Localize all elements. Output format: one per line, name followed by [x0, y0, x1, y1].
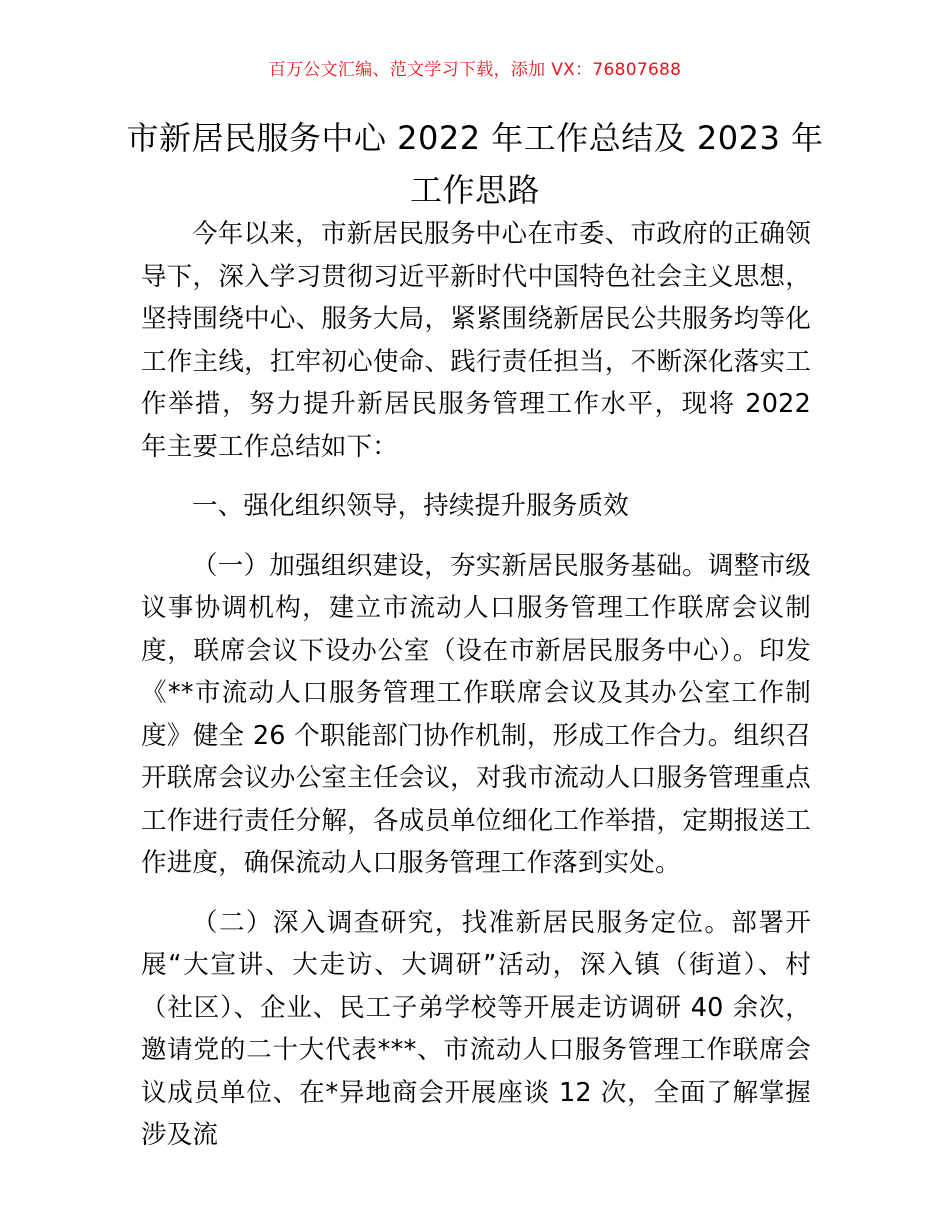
intro-paragraph: 今年以来，市新居民服务中心在市委、市政府的正确领导下，深入学习贯彻习近平新时代中国特色社会主义思想，坚持围绕中心、服务大局，紧紧围绕新居民公共服务均等化工作主线，扛牢初心使命、践行责任担当，不断深化落实工作举措，努力提升新居民服务管理工作水平，现将 2022 年主要工作总结如下： — [141, 219, 811, 462]
paragraph-organization-building: （一）加强组织建设，夯实新居民服务基础。调整市级议事协调机构，建立市流动人口服务管理工作联席会议制度，联席会议下设办公室（设在市新居民服务中心）。印发《**市流动人口服务管理工作联席会议及其办公室工作制度》健全 26 个职能部门协作机制，形成工作合力。组织召开联席会议办公室主任会议，对我市流动人口服务管理重点工作进行责任分解，各成员单位细化工作举措，定期报送工作进度，确保流动人口服务管理工作落到实处。 — [141, 550, 811, 878]
document-body — [141, 213, 811, 1157]
section-heading-1: 一、强化组织领导，持续提升服务质效 — [192, 491, 629, 521]
promo-header-text: 百万公文汇编、范文学习下载，添加 VX：76807688 — [268, 60, 682, 80]
paragraph-investigation-research: （二）深入调查研究，找准新居民服务定位。部署开展“大宣讲、大走访、大调研”活动，深入镇（街道）、村（社区）、企业、民工子弟学校等开展走访调研 40 余次，邀请党的二十大代表***、市流动人口服务管理工作联席会议成员单位、在*异地商会开展座谈 12 次，全面了解掌握涉及流 — [141, 907, 811, 1150]
document-title: 市新居民服务中心 2022 年工作总结及 2023 年工作思路 — [126, 119, 824, 209]
